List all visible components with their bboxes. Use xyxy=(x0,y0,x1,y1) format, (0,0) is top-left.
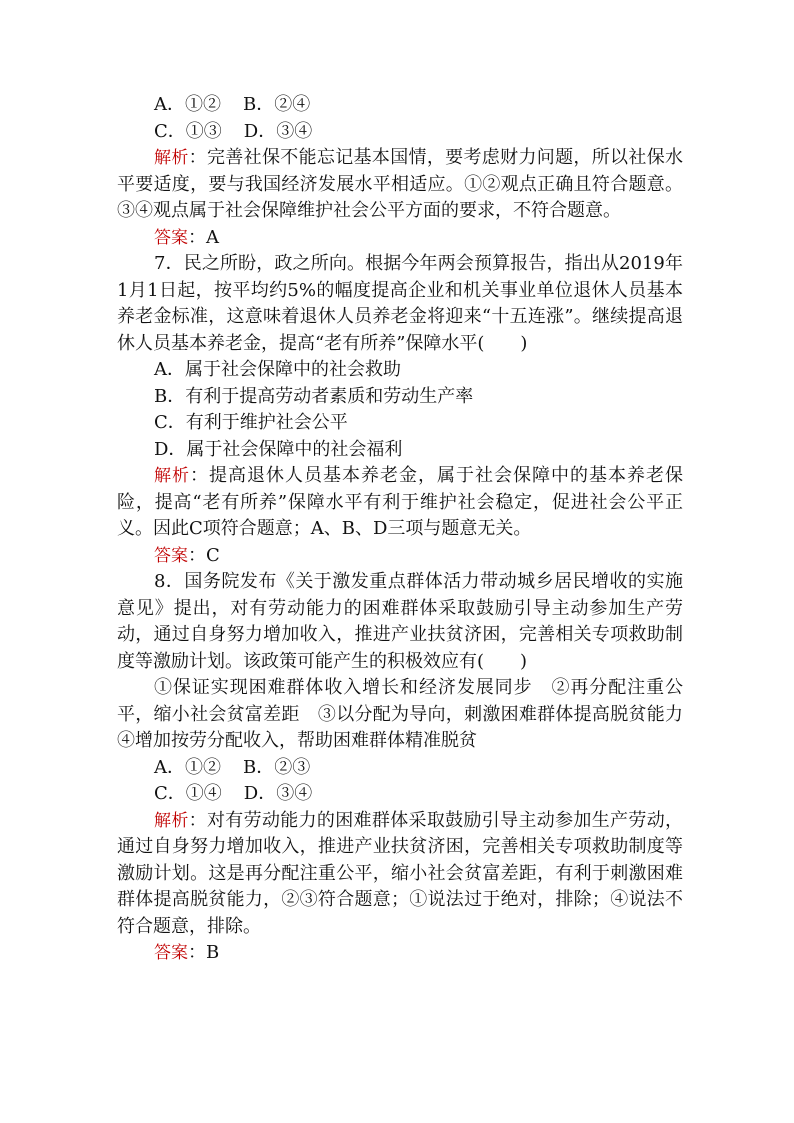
answer-label: 答案 xyxy=(154,545,188,566)
q8-answer-text: ：B xyxy=(188,942,220,963)
q6-option-a: A．①② xyxy=(154,94,221,115)
q6-options-row-2 xyxy=(117,119,683,146)
q7-answer xyxy=(117,543,683,570)
q7-option-d: D．属于社会保障中的社会福利 xyxy=(154,438,403,460)
q8-option-c: C．①④ xyxy=(154,783,222,804)
q6-answer-text: ：A xyxy=(188,226,219,248)
answer-label: 答案 xyxy=(154,943,188,963)
q6-option-d: D．③④ xyxy=(243,120,313,142)
q8-analysis-text: ：对有劳动能力的困难群体采取鼓励引导主动参加生产劳动，通过自身努力增加收入，推进产业扶贫济困，完善相关专项救助制度等激励计划。这是再分配注重公平，缩小社会贫富差距，有利于刺激困难群体提高脱贫能力，②③符合题意；①说法过于绝对，排除；④说法不符合题意，排除。 xyxy=(117,809,684,937)
q8-analysis xyxy=(117,808,683,941)
q6-option-c: C．①③ xyxy=(154,120,222,142)
q7-option-b: B．有利于提高劳动者素质和劳动生产率 xyxy=(154,385,474,407)
q8-stem: 8．国务院发布《关于激发重点群体活力带动城乡居民增收的实施意见》提出，对有劳动能力的困难群体采取鼓励引导主动参加生产劳动，通过自身努力增加收入，推进产业扶贫济困，完善相关专项救助制度等激励计划。该政策可能产生的积极效应有( ) xyxy=(117,571,683,672)
analysis-label: 解析 xyxy=(154,148,189,168)
document-page xyxy=(117,92,701,967)
q8-option-d: D．③④ xyxy=(243,783,313,804)
q8-items: ①保证实现困难群体收入增长和经济发展同步 ②再分配注重公平，缩小社会贫富差距 ③以分配为导向，刺激困难群体提高脱贫能力 ④增加按劳分配收入，帮助困难群体精准脱贫 xyxy=(117,677,701,751)
q7-stem: 7．民之所盼，政之所向。根据今年两会预算报告，指出从2019年1月1日起，按平均约5%的幅度提高企业和机关事业单位退休人员基本养老金标准，这意味着退休人员养老金将迎来“十五连涨”。继续提高退休人员基本养老金，提高“老有所养”保障水平( ) xyxy=(117,253,683,354)
q6-option-b: B．②④ xyxy=(243,94,311,115)
q8-options-row-2 xyxy=(117,781,683,808)
q6-analysis xyxy=(117,145,683,225)
q7-option-a: A．属于社会保障中的社会救助 xyxy=(154,359,401,380)
q8-option-a: A．①② xyxy=(154,756,221,778)
q7-analysis-text: ：提高退休人员基本养老金，属于社会保障中的基本养老保险，提高“老有所养”保障水平有利于维护社会稳定，促进社会公平正义。因此C项符合题意；A、B、D三项与题意无关。 xyxy=(117,465,683,539)
analysis-label: 解析 xyxy=(154,466,190,486)
answer-label: 答案 xyxy=(154,227,188,248)
q7-analysis xyxy=(117,463,683,543)
q8-option-b: B．②③ xyxy=(243,756,311,778)
q8-answer xyxy=(117,940,683,967)
q6-analysis-text: ：完善社保不能忘记基本国情，要考虑财力问题，所以社保水平要适度，要与我国经济发展水平相适应。①②观点正确且符合题意。③④观点属于社会保障维护社会公平方面的要求，不符合题意。 xyxy=(117,147,684,221)
analysis-label: 解析 xyxy=(154,810,189,831)
q7-option-c: C．有利于维护社会公平 xyxy=(154,412,348,433)
q8-options-row-1 xyxy=(117,755,683,782)
q7-answer-text: ：C xyxy=(188,544,220,566)
q6-options-row-1 xyxy=(117,92,683,119)
q6-answer xyxy=(117,225,683,252)
